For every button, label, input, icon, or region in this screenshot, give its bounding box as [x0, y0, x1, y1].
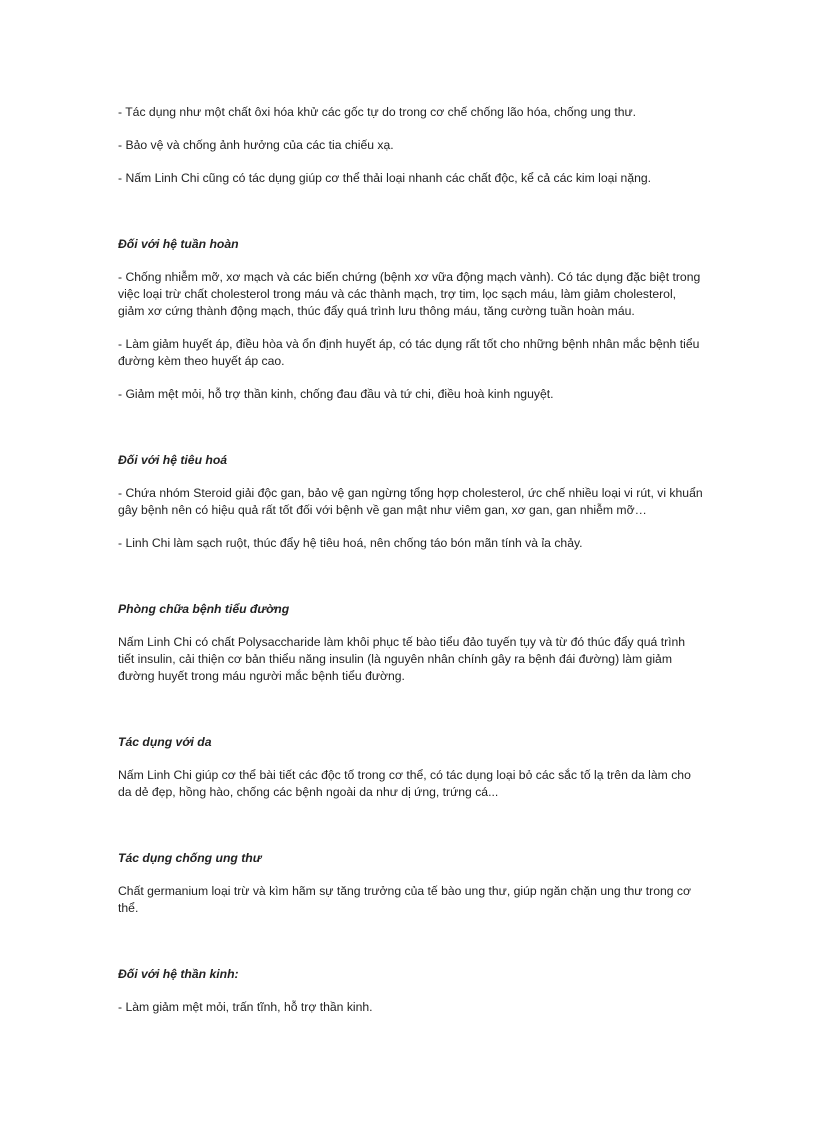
section-heading-circulatory: Đối với hệ tuần hoàn [118, 237, 239, 251]
diabetes-paragraph-1: Nấm Linh Chi có chất Polysaccharide làm khôi phục tế bào tiểu đảo tuyến tụy và từ đó thúc đẩy quá trình tiết insulin, cải thiện cơ bản thiểu năng insulin (là nguyên nhân chính gây ra bệnh đái đường) làm giảm đường huyết trong máu người mắc bệnh tiểu đường. [118, 635, 686, 683]
section-heading-diabetes: Phòng chữa bệnh tiểu đường [118, 602, 290, 616]
digestive-paragraph-1: - Chứa nhóm Steroid giải độc gan, bảo vệ gan ngừng tổng hợp cholesterol, ức chế nhiều loại vi rút, vi khuẩn gây bệnh nên có hiệu quả rất tốt đối với bệnh về gan mật như viêm gan, xơ gan, gan nhiễm mỡ… [118, 486, 703, 517]
section-heading-nervous: Đối với hệ thần kinh: [118, 967, 239, 981]
intro-paragraph-2: - Bảo vệ và chống ảnh hưởng của các tia chiếu xạ. [118, 138, 394, 152]
circulatory-paragraph-3: - Giảm mệt mỏi, hỗ trợ thần kinh, chống đau đầu và tứ chi, điều hoà kinh nguyệt. [118, 387, 554, 401]
intro-paragraph-3: - Nấm Linh Chi cũng có tác dụng giúp cơ thể thải loại nhanh các chất độc, kể cả các kim loại nặng. [118, 171, 652, 185]
cancer-paragraph-1: Chất germanium loại trừ và kìm hãm sự tăng trưởng của tế bào ung thư, giúp ngăn chặn ung thư trong cơ thể. [118, 884, 692, 915]
section-heading-skin: Tác dụng với da [118, 735, 212, 749]
circulatory-paragraph-1: - Chống nhiễm mỡ, xơ mạch và các biến chứng (bệnh xơ vữa động mạch vành). Có tác dụng đặc biệt trong việc loại trừ chất cholesterol trong máu và các thành mạch, trợ tim, lọc sạch máu, làm giảm cholesterol, giảm xơ cứng thành động mạch, thúc đẩy quá trình lưu thông máu, tăng cường tuần hoàn máu. [118, 270, 701, 318]
section-heading-cancer: Tác dụng chống ung thư [118, 851, 262, 865]
section-heading-digestive: Đối với hệ tiêu hoá [118, 453, 228, 467]
intro-paragraph-1: - Tác dụng như một chất ôxi hóa khử các gốc tự do trong cơ chế chống lão hóa, chống ung thư. [118, 105, 637, 119]
digestive-paragraph-2: - Linh Chi làm sạch ruột, thúc đẩy hệ tiêu hoá, nên chống táo bón mãn tính và ỉa chảy. [118, 536, 583, 550]
skin-paragraph-1: Nấm Linh Chi giúp cơ thể bài tiết các độc tố trong cơ thể, có tác dụng loại bỏ các sắc tố lạ trên da làm cho da dẻ đẹp, hồng hào, chống các bệnh ngoài da như dị ứng, trứng cá... [118, 768, 691, 799]
circulatory-paragraph-2: - Làm giảm huyết áp, điều hòa và ổn định huyết áp, có tác dụng rất tốt cho những bệnh nhân mắc bệnh tiểu đường kèm theo huyết áp cao. [118, 337, 700, 368]
nervous-paragraph-1: - Làm giảm mệt mỏi, trấn tĩnh, hỗ trợ thần kinh. [118, 1000, 373, 1014]
